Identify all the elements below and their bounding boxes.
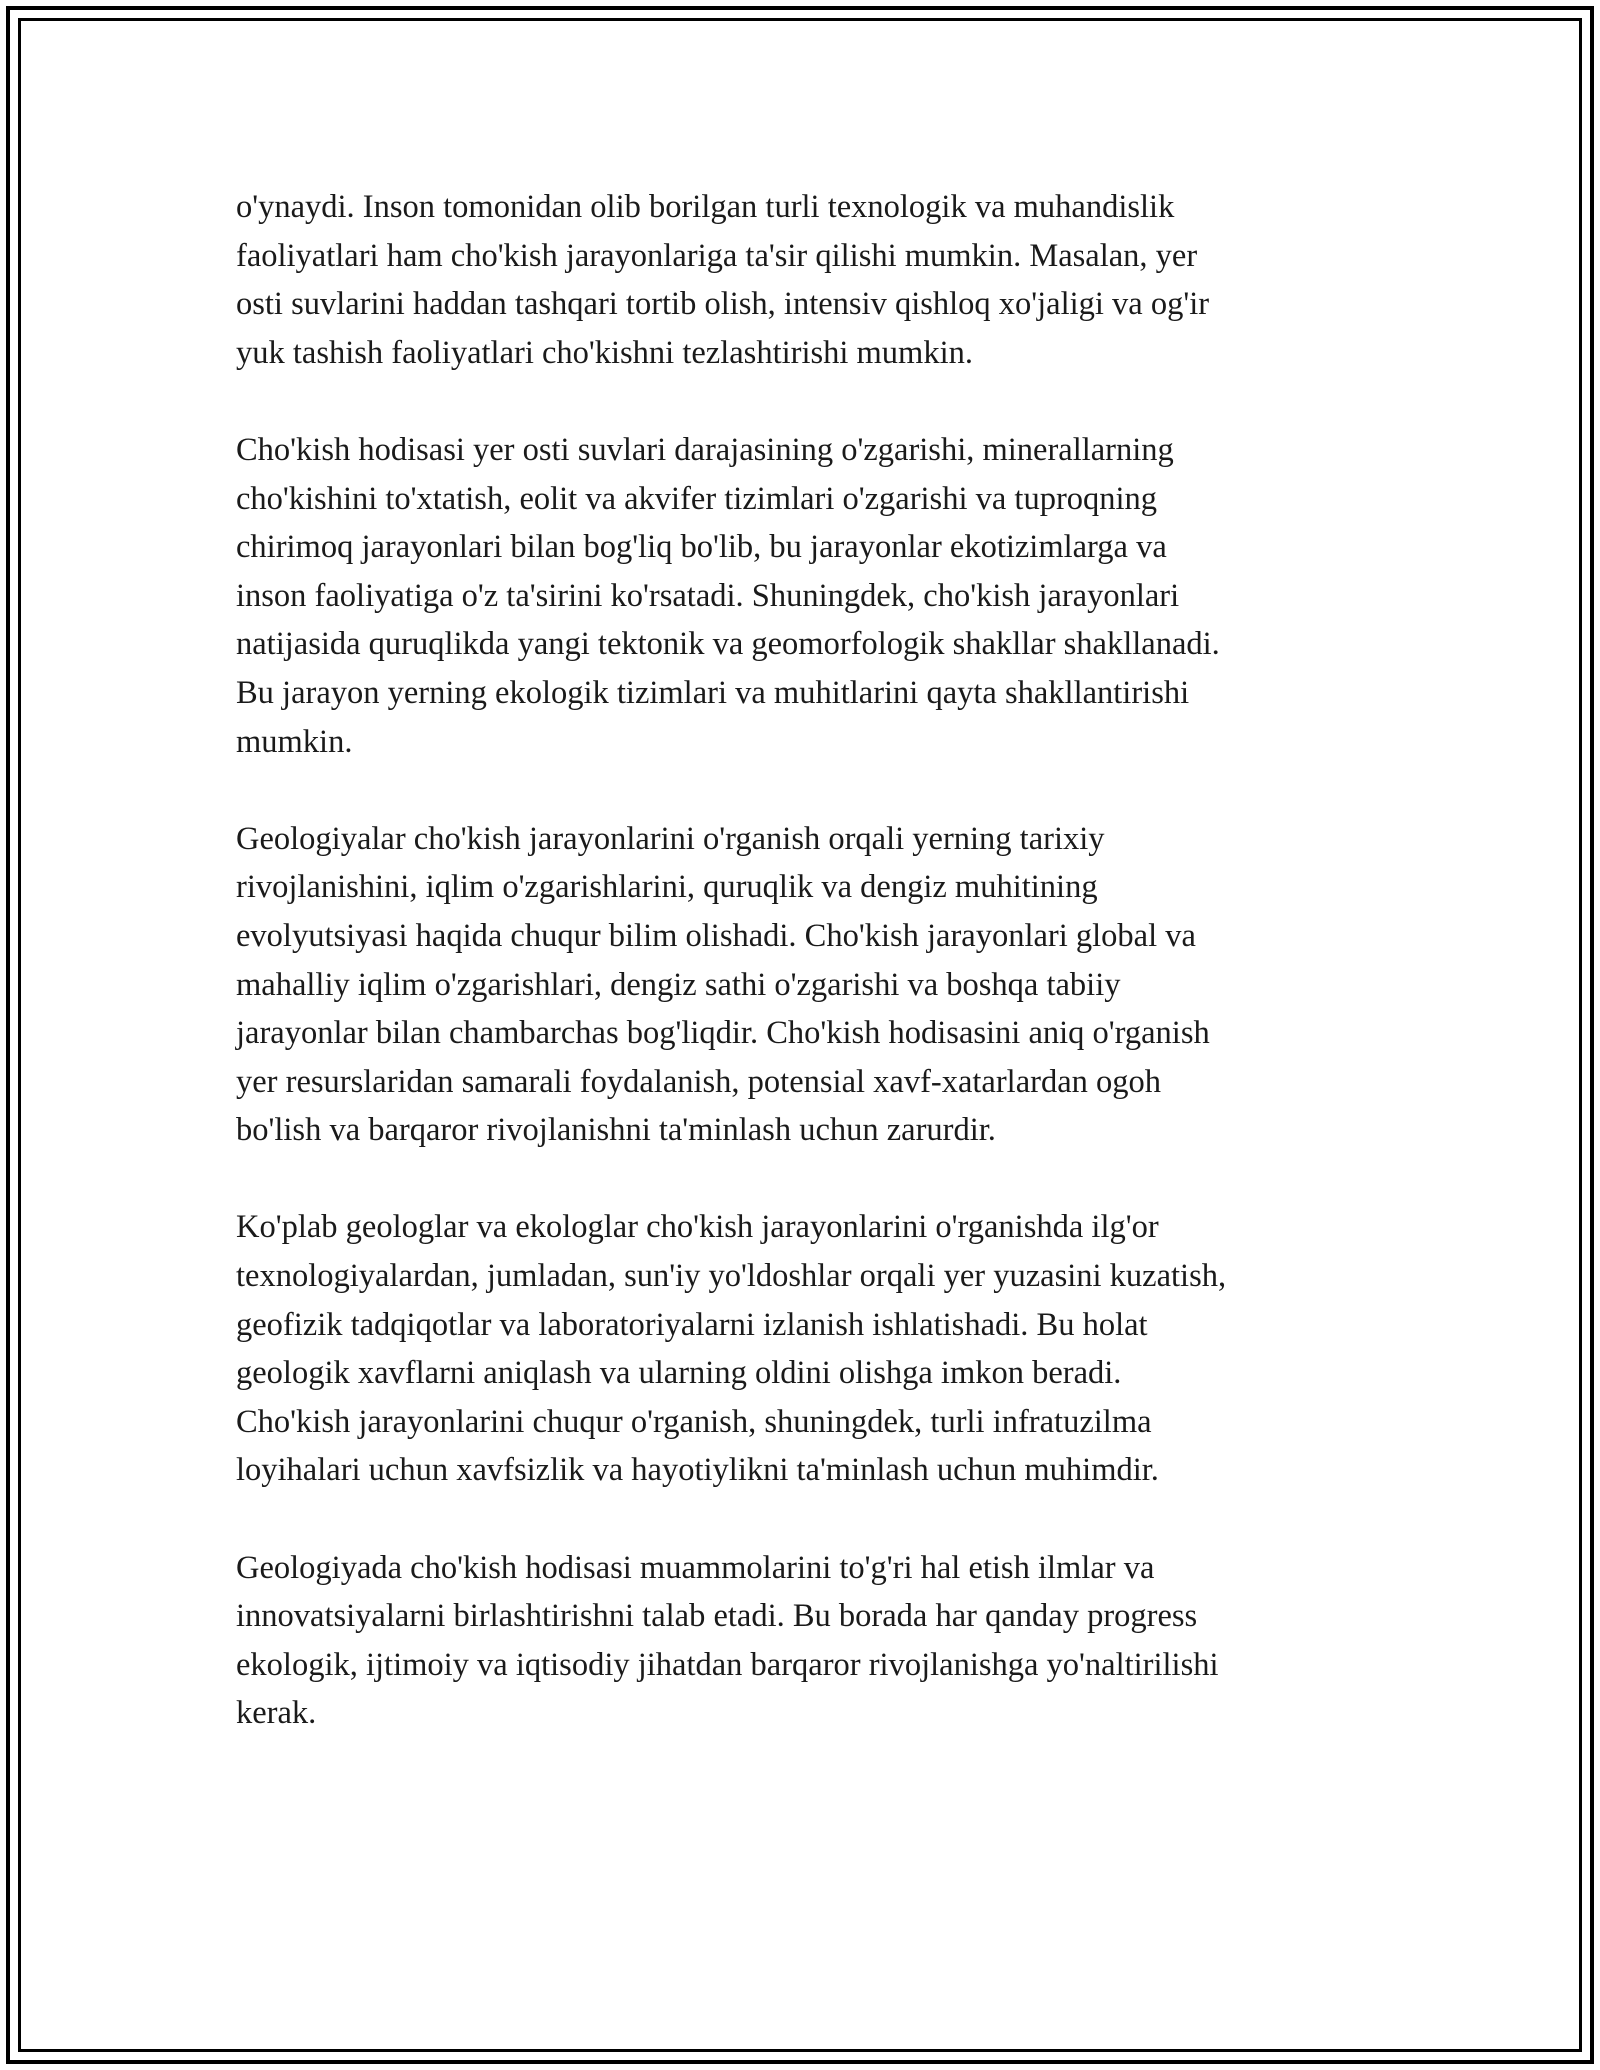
text-line: cho'kishini to'xtatish, eolit va akvifer tizimlari o'zgarishi va tuproqning <box>236 480 1158 517</box>
text-line: inson faoliyatiga o'z ta'sirini ko'rsatadi. Shuningdek, cho'kish jarayonlari <box>236 577 1180 614</box>
paragraph-2 <box>236 426 1376 766</box>
text-line: Cho'kish jarayonlarini chuqur o'rganish, shuningdek, turli infratuzilma <box>236 1403 1152 1440</box>
text-line: Cho'kish hodisasi yer osti suvlari darajasining o'zgarishi, minerallarning <box>236 431 1174 468</box>
text-line: rivojlanishini, iqlim o'zgarishlarini, quruqlik va dengiz muhitining <box>236 869 1098 906</box>
text-line: Geologiyada cho'kish hodisasi muammolarini to'g'ri hal etish ilmlar va <box>236 1549 1155 1586</box>
text-line: jarayonlar bilan chambarchas bog'liqdir. Cho'kish hodisasini aniq o'rganish <box>236 1015 1210 1052</box>
text-line: faoliyatlari ham cho'kish jarayonlariga ta'sir qilishi mumkin. Masalan, yer <box>236 237 1198 274</box>
text-line: ekologik, ijtimoiy va iqtisodiy jihatdan barqaror rivojlanishga yo'naltirilishi <box>236 1646 1219 1683</box>
text-line: loyihalari uchun xavfsizlik va hayotiylikni ta'minlash uchun muhimdir. <box>236 1452 1159 1489</box>
text-line: kerak. <box>236 1695 317 1732</box>
text-line: yuk tashish faoliyatlari cho'kishni tezlashtirishi mumkin. <box>236 334 973 371</box>
text-line: innovatsiyalarni birlashtirishni talab etadi. Bu borada har qanday progress <box>236 1598 1198 1635</box>
document-body <box>236 183 1376 1787</box>
text-line: chirimoq jarayonlari bilan bog'liq bo'lib, bu jarayonlar ekotizimlarga va <box>236 529 1167 566</box>
text-line: evolyutsiyasi haqida chuqur bilim olishadi. Cho'kish jarayonlari global va <box>236 917 1196 954</box>
paragraph-4 <box>236 1203 1376 1495</box>
text-line: mahalliy iqlim o'zgarishlari, dengiz sathi o'zgarishi va boshqa tabiiy <box>236 966 1121 1003</box>
text-line: texnologiyalardan, jumladan, sun'iy yo'ldoshlar orqali yer yuzasini kuzatish, <box>236 1258 1227 1295</box>
text-line: osti suvlarini haddan tashqari tortib olish, intensiv qishloq xo'jaligi va og'ir <box>236 286 1210 323</box>
text-line: geologik xavflarni aniqlash va ularning oldini olishga imkon beradi. <box>236 1355 1122 1392</box>
text-line: geofizik tadqiqotlar va laboratoriyalarni izlanish ishlatishadi. Bu holat <box>236 1306 1148 1343</box>
paragraph-3 <box>236 815 1376 1155</box>
text-line: Ko'plab geologlar va ekologlar cho'kish jarayonlarini o'rganishda ilg'or <box>236 1209 1159 1246</box>
text-line: natijasida quruqlikda yangi tektonik va geomorfologik shakllar shakllanadi. <box>236 626 1220 663</box>
text-line: o'ynaydi. Inson tomonidan olib borilgan turli texnologik va muhandislik <box>236 189 1175 225</box>
paragraph-1 <box>236 183 1376 377</box>
text-line: bo'lish va barqaror rivojlanishni ta'minlash uchun zarurdir. <box>236 1112 996 1149</box>
text-line: Geologiyalar cho'kish jarayonlarini o'rganish orqali yerning tarixiy <box>236 820 1105 857</box>
paragraph-5 <box>236 1544 1376 1738</box>
text-line: Bu jarayon yerning ekologik tizimlari va muhitlarini qayta shakllantirishi <box>236 674 1190 711</box>
text-line: yer resurslaridan samarali foydalanish, potensial xavf-xatarlardan ogoh <box>236 1063 1161 1100</box>
text-line: mumkin. <box>236 723 353 760</box>
